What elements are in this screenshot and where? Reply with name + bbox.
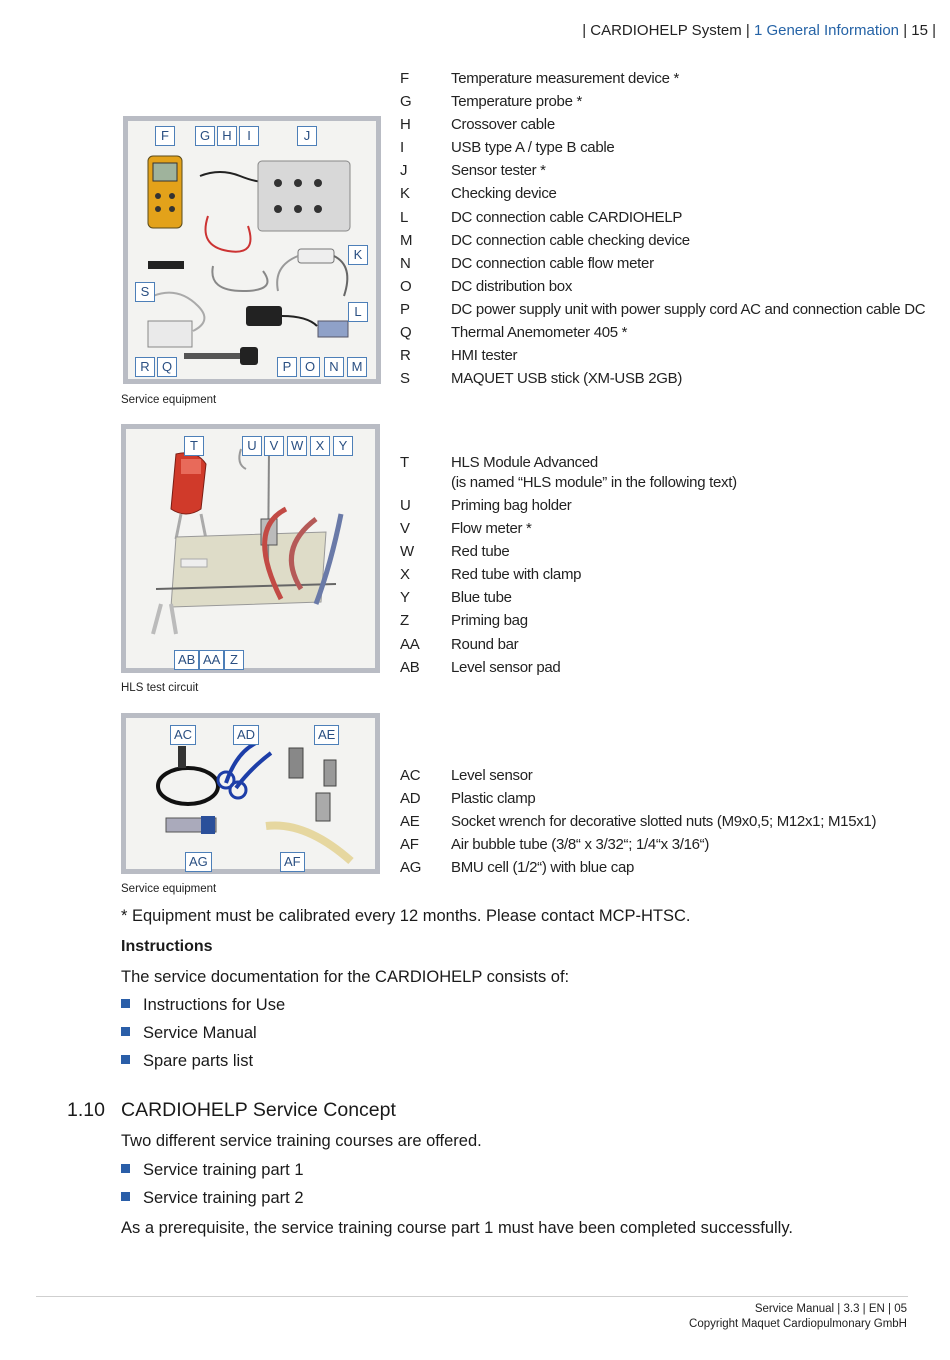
legend-key: J [400, 162, 408, 180]
section-closing: As a prerequisite, the service training course part 1 must have been completed successfully. [121, 1219, 793, 1237]
callout-label: I [239, 126, 259, 146]
callout-label: N [324, 357, 344, 377]
callout-label: T [184, 436, 204, 456]
callout-label: S [135, 282, 155, 302]
legend-text: Checking device [451, 185, 557, 203]
header-prefix: | CARDIOHELP System | [582, 22, 750, 39]
legend-key: AC [400, 767, 421, 784]
service-equipment-photo [123, 116, 381, 384]
calibration-note: * Equipment must be calibrated every 12 months. Please contact MCP-HTSC. [121, 907, 691, 925]
legend-key: T [400, 454, 409, 471]
legend-key: X [400, 566, 410, 584]
legend-text: DC power supply unit with power supply cord AC and connection cable DC [451, 300, 926, 318]
bullet-item [121, 996, 285, 1015]
legend-key: AB [400, 658, 420, 676]
callout-label: Z [224, 650, 244, 670]
legend-text: Temperature probe * [451, 93, 583, 111]
legend-text: Red tube [451, 543, 510, 561]
footer-divider [36, 1296, 908, 1297]
callout-label: H [217, 126, 237, 146]
callout-label: AD [233, 725, 259, 745]
legend-text: BMU cell (1/2“) with blue cap [451, 859, 635, 877]
legend-key: G [400, 93, 412, 111]
legend-key: AG [400, 859, 422, 877]
legend-key: W [400, 543, 414, 561]
legend-text: Level sensor pad [451, 658, 561, 676]
header-section: 1 General Information [753, 22, 900, 39]
legend-key: Y [400, 589, 410, 607]
callout-label: L [348, 302, 368, 322]
section-title: CARDIOHELP Service Concept [121, 1099, 396, 1121]
hls-test-circuit-photo [121, 424, 380, 673]
legend-text: Temperature measurement device * [451, 70, 680, 87]
callout-label: AA [199, 650, 224, 670]
legend-key: U [400, 497, 411, 514]
callout-label: G [195, 126, 215, 146]
legend-key: AF [400, 836, 419, 854]
header-page-number: | 15 | [903, 22, 936, 39]
bullet-item [121, 1161, 304, 1180]
legend-text: HMI tester [451, 347, 518, 365]
callout-label: AE [314, 725, 339, 745]
legend-key: K [400, 185, 410, 203]
legend-key: M [400, 231, 413, 249]
callout-label: Y [333, 436, 353, 456]
callout-label: P [277, 357, 297, 377]
legend-key: AD [400, 790, 421, 808]
bullet-square-icon [121, 1164, 130, 1173]
callout-label: W [287, 436, 307, 456]
legend-key: Q [400, 324, 412, 342]
bullet-item [121, 1052, 253, 1071]
figure-caption: Service equipment [121, 883, 217, 895]
legend-key: O [400, 277, 412, 295]
legend-text: Crossover cable [451, 116, 555, 134]
legend-text: Socket wrench for decorative slotted nuts (M9x0,5; M12x1; M15x1) [451, 813, 877, 831]
legend-text: USB type A / type B cable [451, 139, 615, 157]
legend-text: Thermal Anemometer 405 * [451, 324, 628, 342]
callout-label: V [264, 436, 284, 456]
instructions-intro: The service documentation for the CARDIOHELP consists of: [121, 968, 570, 986]
hls-test-circuit-illustration [126, 429, 375, 668]
legend-text: Blue tube [451, 589, 512, 607]
legend-text: MAQUET USB stick (XM-USB 2GB) [451, 370, 683, 388]
legend-key: V [400, 520, 410, 538]
callout-label: AB [174, 650, 199, 670]
legend-text: Air bubble tube (3/8“ x 3/32“; 1/4“x 3/16“) [451, 836, 710, 854]
bullet-text: Spare parts list [143, 1052, 254, 1070]
service-equipment-illustration [128, 121, 376, 379]
legend-key: L [400, 208, 409, 226]
legend-text: HLS Module Advanced [451, 454, 598, 471]
legend-text: Level sensor [451, 767, 533, 784]
legend-key: AA [400, 635, 420, 653]
legend-key: S [400, 370, 410, 388]
legend-text: Round bar [451, 635, 519, 653]
bullet-square-icon [121, 1192, 130, 1201]
legend-key: N [400, 254, 411, 272]
callout-label: M [347, 357, 367, 377]
bullet-square-icon [121, 1027, 130, 1036]
callout-label: R [135, 357, 155, 377]
legend-text: Plastic clamp [451, 790, 536, 808]
footer-line-1: Service Manual | 3.3 | EN | 05 [754, 1303, 907, 1315]
bullet-item [121, 1024, 257, 1043]
legend-key: I [400, 139, 404, 157]
bullet-text: Service Manual [143, 1024, 257, 1042]
callout-label: K [348, 245, 368, 265]
legend-text: DC distribution box [451, 277, 573, 295]
callout-label: AC [170, 725, 196, 745]
legend-key: H [400, 116, 411, 134]
legend-text: Priming bag holder [451, 497, 572, 514]
legend-text: DC connection cable flow meter [451, 254, 654, 272]
legend-text: Red tube with clamp [451, 566, 582, 584]
legend-text: Priming bag [451, 612, 528, 630]
bullet-text: Instructions for Use [143, 996, 286, 1014]
bullet-square-icon [121, 1055, 130, 1064]
callout-label: AF [280, 852, 305, 872]
legend-text: DC connection cable checking device [451, 231, 690, 249]
figure-caption: HLS test circuit [121, 682, 199, 694]
bullet-text: Service training part 2 [143, 1189, 304, 1207]
bullet-square-icon [121, 999, 130, 1008]
section-number: 1.10 [67, 1099, 105, 1121]
instructions-heading: Instructions [121, 938, 213, 955]
page-header [582, 22, 936, 39]
figure-caption: Service equipment [121, 394, 217, 406]
callout-label: X [310, 436, 330, 456]
service-equipment-photo-2 [121, 713, 380, 874]
footer-line-2: Copyright Maquet Cardiopulmonary GmbH [689, 1318, 907, 1330]
legend-key: Z [400, 612, 409, 630]
legend-key: R [400, 347, 411, 365]
callout-label: F [155, 126, 175, 146]
bullet-text: Service training part 1 [143, 1161, 304, 1179]
legend-text-continued: (is named “HLS module” in the following text) [451, 474, 737, 491]
callout-label: U [242, 436, 262, 456]
bullet-item [121, 1189, 304, 1208]
legend-key: AE [400, 813, 420, 831]
legend-text: Sensor tester * [451, 162, 546, 180]
callout-label: J [297, 126, 317, 146]
legend-key: F [400, 70, 409, 87]
legend-key: P [400, 300, 410, 318]
legend-text: DC connection cable CARDIOHELP [451, 208, 683, 226]
callout-label: AG [185, 852, 212, 872]
callout-label: Q [157, 357, 177, 377]
legend-text: Flow meter * [451, 520, 532, 538]
callout-label: O [300, 357, 320, 377]
section-intro: Two different service training courses are offered. [121, 1132, 482, 1150]
